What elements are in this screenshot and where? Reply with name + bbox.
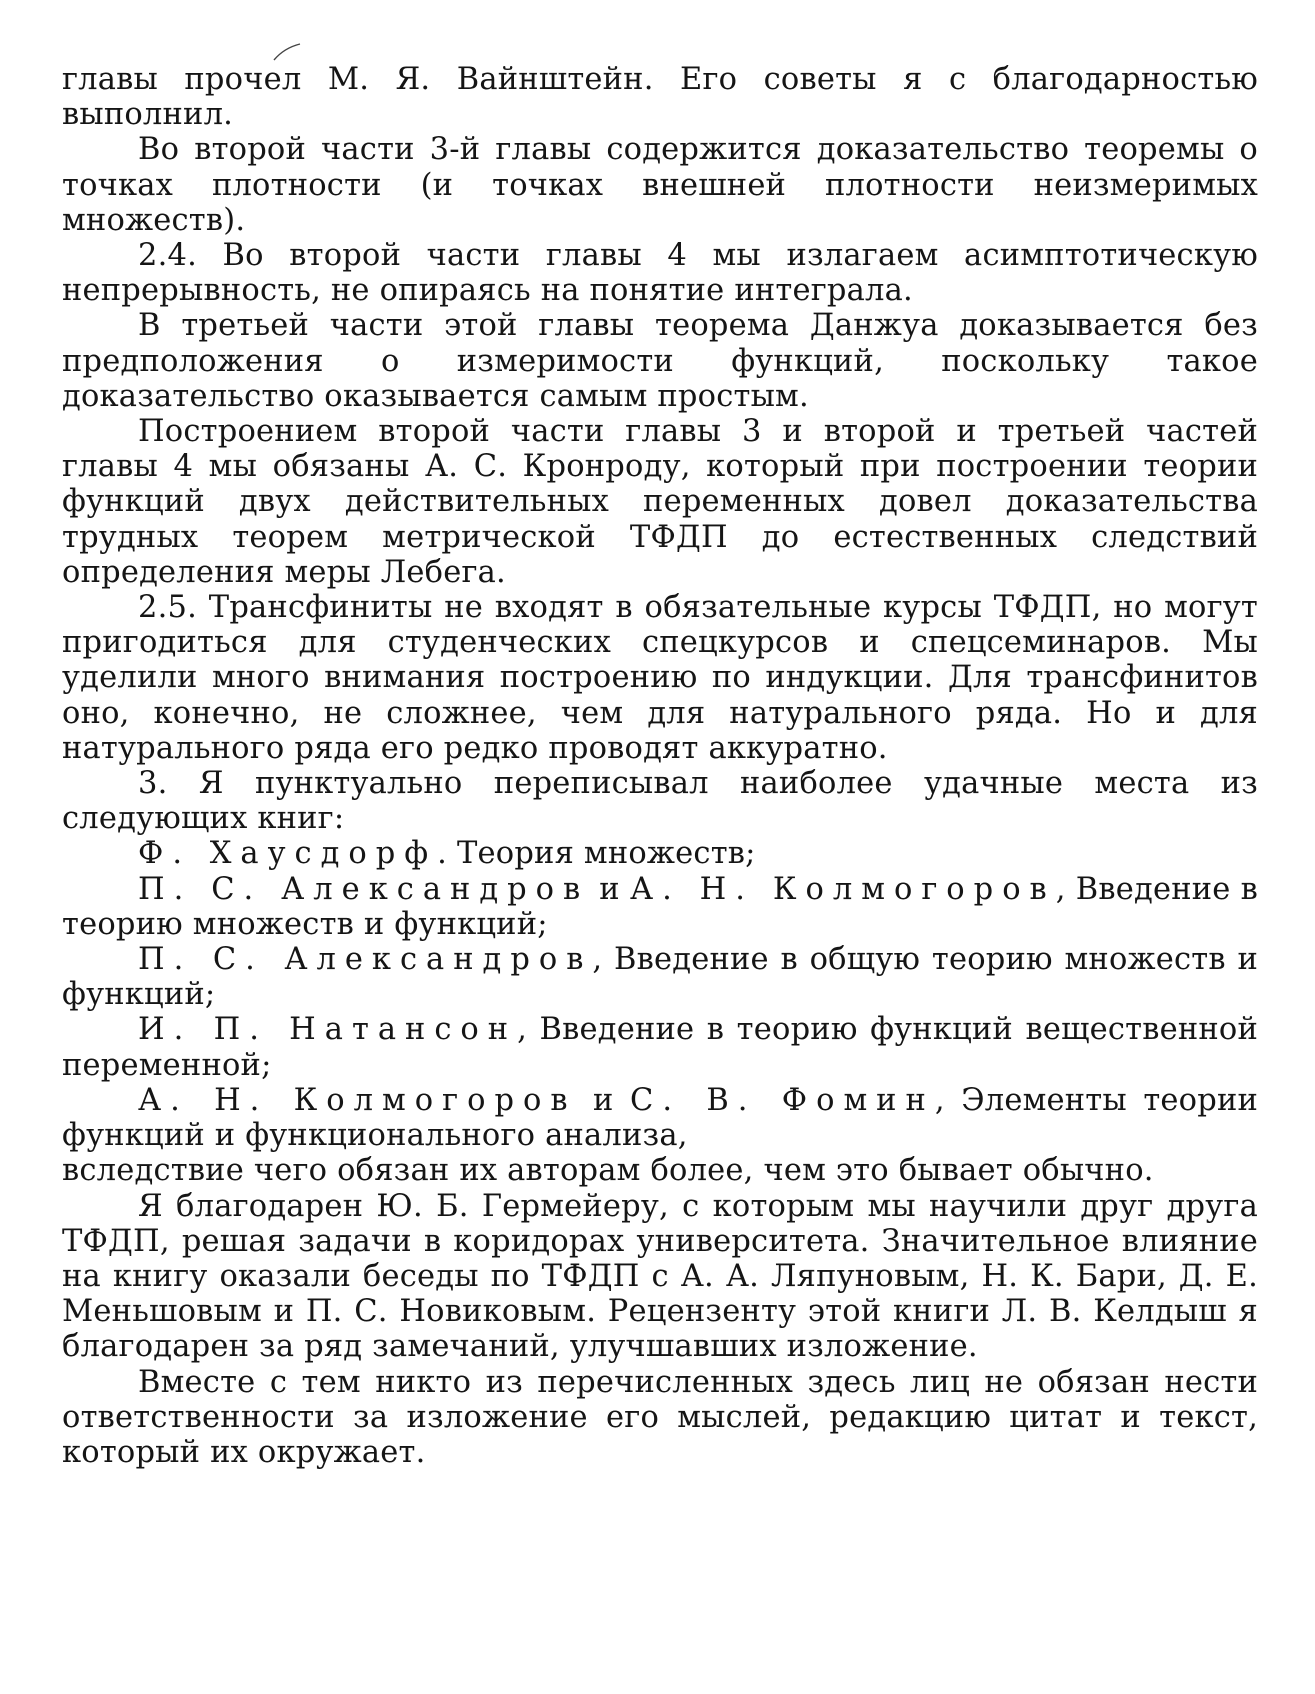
book-author: И. П. Натансон xyxy=(138,1012,518,1048)
book-author: А. Н. Колмогоров xyxy=(138,1082,577,1118)
paragraph-continuation: главы прочел М. Я. Вайнштейн. Его советы я с благодарностью выполнил. xyxy=(62,62,1258,133)
book-item xyxy=(62,1083,1258,1153)
book-author: Ф. Хаусдорф xyxy=(138,836,438,872)
book-conjunction: и xyxy=(589,871,630,907)
book-title: , Введение в общую теорию множеств и функций; xyxy=(62,942,1259,1013)
document-page xyxy=(62,62,1258,1470)
book-title: , Введение в теорию множеств и функций; xyxy=(62,871,1259,942)
paragraph-density-theorem: Во второй части 3-й главы содержится доказательство теоремы о точках плотности (и точках внешней плотности неизмеримых множеств). xyxy=(62,132,1258,238)
book-title: , Элементы теории функций и функционального анализа, xyxy=(62,1082,1259,1154)
book-author: П. С. Александров xyxy=(138,871,590,907)
paragraph-after-books: вследствие чего обязан их авторам более, чем это бывает обычно. xyxy=(62,1153,1154,1189)
paragraph-2-4: 2.4. Во второй части главы 4 мы излагаем асимптотическую непрерывность, не опираясь на понятие интеграла. xyxy=(62,238,1258,309)
book-author-2: А. Н. Колмогоров xyxy=(629,871,1056,907)
book-item xyxy=(62,942,1258,1012)
paragraph-2-5: 2.5. Трансфиниты не входят в обязательные курсы ТФДП, но могут пригодиться для студенческих спецкурсов и спецсеминаров. Мы уделили много внимания построению по индукции. Для трансфинитов оно, конечно, не сложнее, чем для натурального ряда. Но и для натурального ряда его редко проводят аккуратно. xyxy=(62,590,1258,766)
book-item xyxy=(62,836,1258,871)
pen-stroke-mark xyxy=(272,40,302,64)
paragraph-responsibility: Вместе с тем никто из перечисленных здесь лиц не обязан нести ответственности за изложение его мыслей, редакцию цитат и текст, который их окружает. xyxy=(62,1364,1258,1470)
book-title: . Теория множеств; xyxy=(437,836,756,872)
paragraph-3-books-intro: 3. Я пунктуально переписывал наиболее удачные места из следующих книг: xyxy=(62,766,1258,837)
book-author: П. С. Александров xyxy=(138,942,593,978)
book-item xyxy=(62,872,1258,942)
book-author-2: С. В. Фомин xyxy=(630,1082,935,1118)
book-conjunction: и xyxy=(576,1082,631,1118)
book-item xyxy=(62,1012,1258,1082)
paragraph-denjoy: В третьей части этой главы теорема Данжуа доказывается без предположения о измеримости функций, поскольку такое доказательство оказывается самым простым. xyxy=(62,308,1258,414)
paragraph-kronrod: Построением второй части главы 3 и второй и третьей частей главы 4 мы обязаны А. С. Кронроду, который при построении теории функций двух действительных переменных довел доказательства трудных теорем метрической ТФДП до естественных следствий определения меры Лебега. xyxy=(62,414,1258,590)
book-title: , Введение в теорию функций вещественной переменной; xyxy=(62,1012,1258,1083)
paragraph-acknowledgements: Я благодарен Ю. Б. Гермейеру, с которым мы научили друг друга ТФДП, решая задачи в коридорах университета. Значительное влияние на книгу оказали беседы по ТФДП с А. А. Ляпуновым, Н. К. Бари, Д. Е. Меньшовым и П. С. Новиковым. Рецензенту этой книги Л. В. Келдыш я благодарен за ряд замечаний, улучшавших изложение. xyxy=(62,1188,1258,1365)
